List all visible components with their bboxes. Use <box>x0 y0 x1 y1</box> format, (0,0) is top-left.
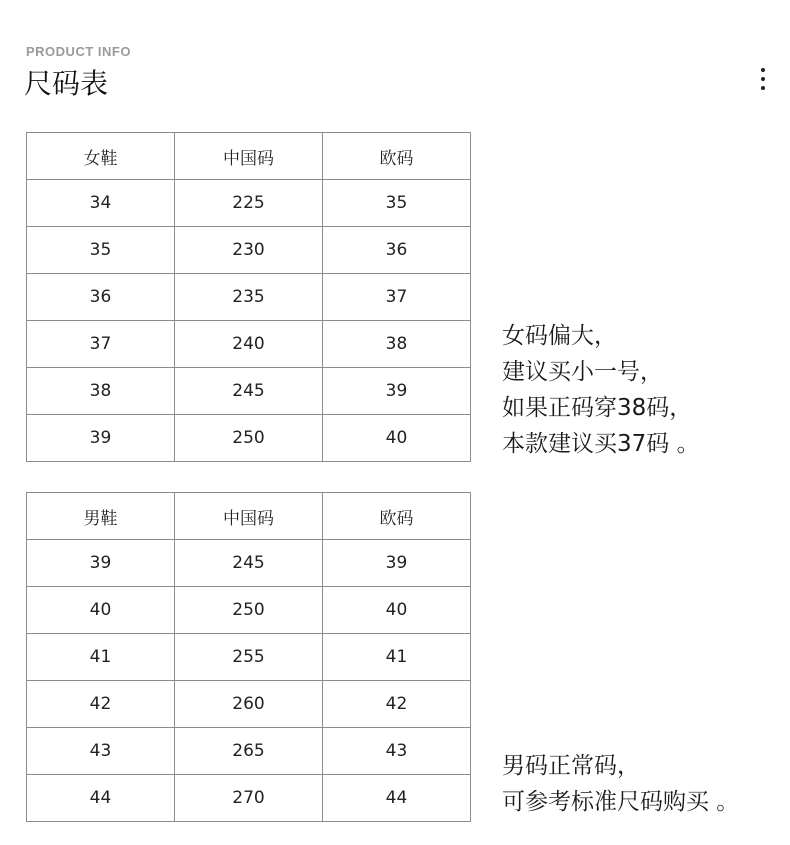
table-header-row <box>27 133 471 180</box>
table-cell: 37 <box>323 274 471 321</box>
women-size-note <box>502 318 700 462</box>
table-cell: 39 <box>27 540 175 587</box>
table-row <box>27 321 471 368</box>
table-cell: 34 <box>27 180 175 227</box>
table-cell: 39 <box>323 540 471 587</box>
table-row <box>27 587 471 634</box>
table-cell: 35 <box>323 180 471 227</box>
table-cell: 270 <box>175 775 323 822</box>
table-cell: 41 <box>27 634 175 681</box>
table-cell: 42 <box>323 681 471 728</box>
table-cell: 245 <box>175 368 323 415</box>
table-cell: 36 <box>323 227 471 274</box>
table-cell: 240 <box>175 321 323 368</box>
column-header: 女鞋 <box>27 133 175 180</box>
page-title: 尺码表 <box>24 67 109 100</box>
note-line: 可参考标准尺码购买 。 <box>502 789 740 815</box>
table-cell: 42 <box>27 681 175 728</box>
table-cell: 250 <box>175 587 323 634</box>
more-vertical-icon[interactable] <box>752 62 774 96</box>
note-line: 女码偏大， <box>502 323 617 349</box>
table-cell: 40 <box>323 415 471 462</box>
table-cell: 41 <box>323 634 471 681</box>
note-line: 如果正码穿38码， <box>502 395 693 421</box>
note-line: 建议买小一号， <box>502 359 663 385</box>
column-header: 中国码 <box>175 493 323 540</box>
table-row <box>27 728 471 775</box>
table-cell: 39 <box>323 368 471 415</box>
more-dot <box>761 68 765 72</box>
table-cell: 44 <box>323 775 471 822</box>
table-cell: 38 <box>27 368 175 415</box>
table-cell: 230 <box>175 227 323 274</box>
table-row <box>27 368 471 415</box>
column-header: 欧码 <box>323 133 471 180</box>
column-header: 中国码 <box>175 133 323 180</box>
men-size-table <box>26 492 471 822</box>
table-cell: 40 <box>27 587 175 634</box>
men-size-note <box>502 748 739 820</box>
table-row <box>27 681 471 728</box>
table-cell: 43 <box>323 728 471 775</box>
table-row <box>27 227 471 274</box>
table-cell: 37 <box>27 321 175 368</box>
table-cell: 250 <box>175 415 323 462</box>
women-size-table <box>26 132 471 462</box>
table-cell: 255 <box>175 634 323 681</box>
section-eyebrow: PRODUCT INFO <box>26 44 131 59</box>
table-cell: 43 <box>27 728 175 775</box>
table-cell: 38 <box>323 321 471 368</box>
table-row <box>27 180 471 227</box>
table-cell: 245 <box>175 540 323 587</box>
table-row <box>27 415 471 462</box>
table-row <box>27 634 471 681</box>
table-cell: 35 <box>27 227 175 274</box>
table-cell: 40 <box>323 587 471 634</box>
column-header: 欧码 <box>323 493 471 540</box>
table-header-row <box>27 493 471 540</box>
table-cell: 36 <box>27 274 175 321</box>
note-line: 男码正常码， <box>502 753 640 779</box>
table-cell: 225 <box>175 180 323 227</box>
column-header: 男鞋 <box>27 493 175 540</box>
table-row <box>27 540 471 587</box>
table-cell: 39 <box>27 415 175 462</box>
note-line: 本款建议买37码 。 <box>502 431 700 457</box>
table-cell: 235 <box>175 274 323 321</box>
table-cell: 44 <box>27 775 175 822</box>
table-cell: 260 <box>175 681 323 728</box>
table-cell: 265 <box>175 728 323 775</box>
more-dot <box>761 77 765 81</box>
table-row <box>27 274 471 321</box>
table-row <box>27 775 471 822</box>
more-dot <box>761 86 765 90</box>
